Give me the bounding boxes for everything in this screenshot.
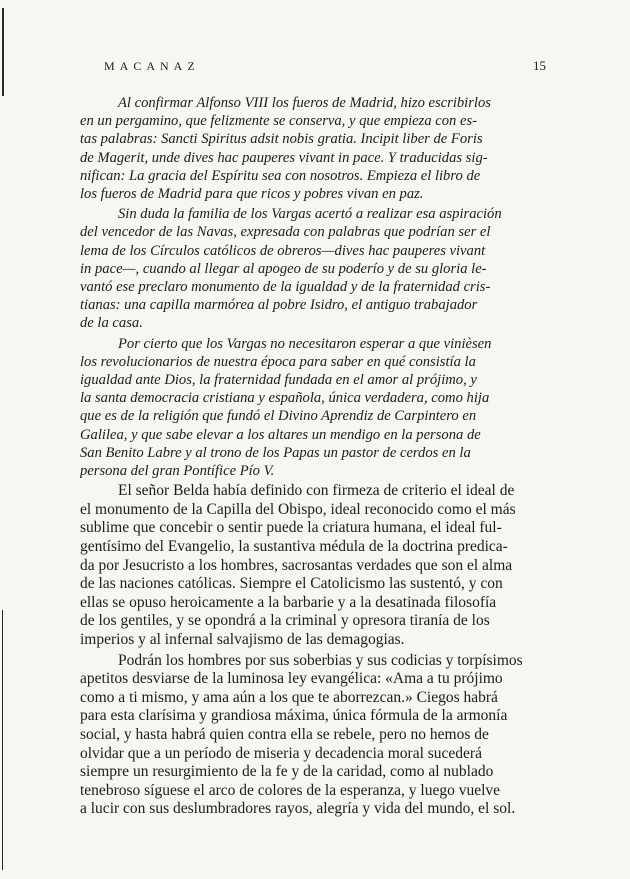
text-line: social, y hasta habrá quien contra ella se rebele, pero no hemos de: [80, 725, 489, 743]
running-title: MACANAZ: [104, 59, 200, 73]
page-edge-mark: [2, 610, 3, 870]
paragraph: [80, 205, 538, 332]
running-header: [104, 58, 546, 74]
text-line: imperios y al infernal salvajismo de las demagogias.: [80, 631, 405, 649]
text-line: los fueros de Madrid para que ricos y pobres vivan en paz.: [80, 186, 424, 203]
text-line: para esta clarísima y grandiosa máxima, única fórmula de la armonía: [80, 707, 508, 725]
text-line: olvidar que a un período de miseria y decadencia moral sucederá: [80, 744, 482, 762]
text-line: ellas se opuso heroicamente a la barbarie y a la desatinada filosofía: [80, 593, 497, 611]
page-number: 15: [533, 58, 546, 73]
text-line: de los gentiles, y se opondrá a la criminal y opresora tiranía de los: [80, 612, 490, 630]
paragraph: [80, 652, 538, 819]
text-line: siempre un resurgimiento de la fe y de la caridad, como al nublado: [80, 763, 494, 781]
text-line: de Magerit, unde dives hac pauperes vivant in pace. Y traducidas sig-: [80, 149, 488, 166]
text-line: Por cierto que los Vargas no necesitaron esperar a que vinièsen: [118, 335, 492, 352]
paragraph: [80, 335, 538, 481]
text-line: Podrán los hombres por sus soberbias y sus codicias y torpísimos: [118, 651, 523, 669]
text-line: como a ti mismo, y ama aún a los que te aborrezcan.» Ciegos habrá: [80, 688, 498, 706]
text-line: persona del gran Pontífice Pío V.: [80, 463, 275, 480]
text-line: a lucir con sus deslumbradores rayos, alegría y vida del mundo, el sol.: [80, 800, 516, 818]
text-line: Sin duda la familia de los Vargas acertó a realizar esa aspiración: [118, 206, 502, 223]
text-line: lema de los Círculos católicos de obreros—dives hac pauperes vivant: [80, 242, 486, 259]
paragraph: [80, 482, 538, 649]
body-text: [80, 94, 538, 819]
text-line: in pace—, cuando al llegar al apogeo de su poderío y de su gloria le-: [80, 260, 487, 277]
text-line: el monumento de la Capilla del Obispo, ideal reconocido como el más: [80, 500, 516, 518]
text-line: que es de la religión que fundó el Divino Aprendiz de Carpintero en: [80, 408, 477, 425]
text-line: de las naciones católicas. Siempre el Catolicismo las sustentó, y con: [80, 575, 503, 593]
text-line: da por Jesucristo a los hombres, sacrosantas verdades que son el alma: [80, 556, 513, 574]
text-line: vantó ese preclaro monumento de la igualdad y de la fraternidad cris-: [80, 279, 491, 296]
text-line: nifican: La gracia del Espíritu sea con nosotros. Empieza el libro de: [80, 167, 481, 184]
page-edge-mark: [2, 8, 4, 96]
text-line: tas palabras: Sancti Spiritus adsit nobis gratia. Incipit liber de Foris: [80, 131, 483, 148]
text-line: en un pergamino, que felizmente se conserva, y que empieza con es-: [80, 113, 478, 130]
text-line: la santa democracia cristiana y española, única verdadera, como hija: [80, 390, 490, 407]
text-line: igualdad ante Dios, la fraternidad fundada en el amor al prójimo, y: [80, 372, 477, 389]
text-line: gentísimo del Evangelio, la sustantiva médula de la doctrina predica-: [80, 538, 508, 556]
text-line: El señor Belda había definido con firmeza de criterio el ideal de: [118, 482, 515, 500]
paragraph: [80, 94, 538, 203]
text-line: tenebroso síguese el arco de colores de la esperanza, y luego vuelve: [80, 781, 501, 799]
text-line: tianas: una capilla marmórea al pobre Isidro, el antiguo trabajador: [80, 297, 478, 314]
text-line: los revolucionarios de nuestra época para saber en qué consistía la: [80, 353, 476, 370]
text-line: San Benito Labre y al trono de los Papas un pastor de cerdos en la: [80, 444, 471, 461]
text-line: Galilea, y que sabe elevar a los altares un mendigo en la persona de: [80, 426, 481, 443]
text-line: apetitos desviarse de la luminosa ley evangélica: «Ama a tu prójimo: [80, 670, 503, 688]
text-line: sublime que concebir o sentir puede la criatura humana, el ideal ful-: [80, 519, 502, 537]
text-line: del vencedor de las Navas, expresada con palabras que podrían ser el: [80, 224, 491, 241]
text-line: Al confirmar Alfonso VIII los fueros de Madrid, hizo escribirlos: [118, 95, 491, 111]
text-line: de la casa.: [80, 315, 143, 332]
